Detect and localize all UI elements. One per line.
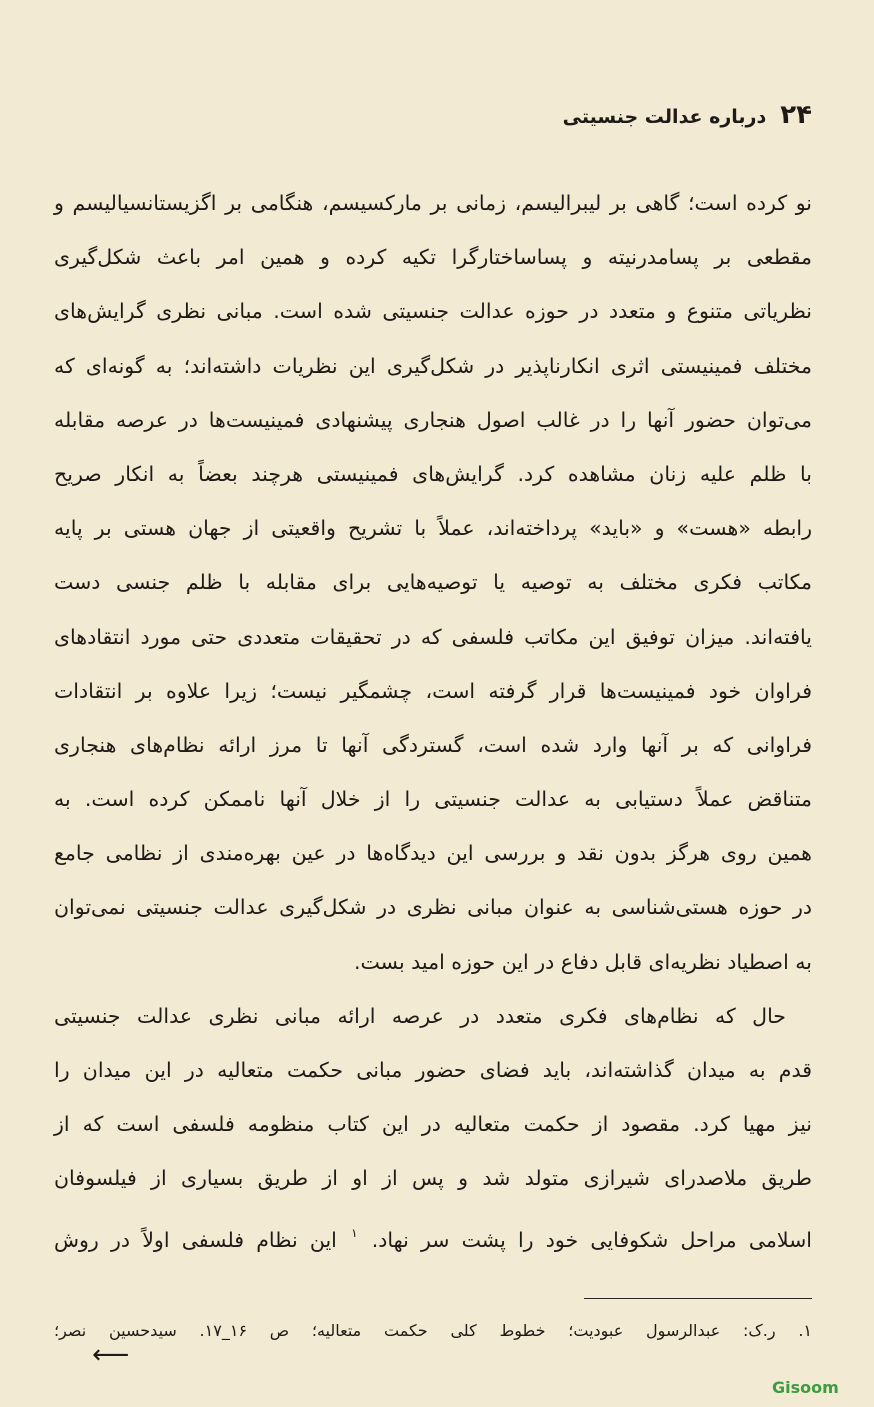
text-segment: اسلامی مراحل شکوفایی خود را پشت سر نهاد. (371, 1227, 812, 1252)
text-line: حال که نظام‌های فکری متعدد در عرصه ارائه مبانی نظری عدالت جنسیتی (54, 1003, 786, 1028)
text-line: نیز مهیا کرد. مقصود از حکمت متعالیه در این کتاب منظومه فلسفی است که از (54, 1112, 812, 1137)
footnote: ۱. ر.ک: عبدالرسول عبودیت؛ خطوط کلی حکمت متعالیه؛ ص ۱۶_۱۷. سیدحسین نصر؛ (54, 1321, 812, 1340)
text-line: می‌توان حضور آنها را در غالب اصول هنجاری پیشنهادی فمینیست‌ها در عرصه مقابله (54, 407, 812, 432)
continue-arrow-icon: ⟵ (92, 1340, 130, 1370)
page-number: ۲۴ (780, 100, 812, 130)
text-line: به اصطیاد نظریه‌ای قابل دفاع در این حوزه امید بست. (354, 949, 812, 974)
text-line: طریق ملاصدرای شیرازی متولد شد و پس از او از طریق بسیاری از فیلسوفان (54, 1166, 812, 1191)
text-line: فراوانی که بر آنها وارد شده است، گستردگی آنها تا مرز ارائه نظام‌های هنجاری (54, 732, 812, 757)
text-line: با ظلم علیه زنان مشاهده کرد. گرایش‌های فمینیستی هرچند بعضاً به انکار صریح (54, 461, 812, 486)
footnote-reference: ۱ (351, 1225, 358, 1240)
running-title: درباره عدالت جنسیتی (562, 106, 767, 128)
text-line: قدم به میدان گذاشته‌اند، باید فضای حضور مبانی حکمت متعالیه در این میدان را (54, 1058, 812, 1082)
watermark-logo: Gisoom (772, 1378, 839, 1397)
page-header (0, 100, 812, 130)
text-segment: این نظام فلسفی اولاً در روش (54, 1227, 337, 1252)
body-text (54, 176, 812, 1260)
text-line: مقطعی بر پسامدرنیته و پساساختارگرا تکیه کرده و همین امر باعث شکل‌گیری (54, 245, 812, 270)
text-line: نظریاتی متنوع و متعدد در حوزه عدالت جنسیتی شده است. مبانی نظری گرایش‌های (54, 299, 812, 324)
text-line: رابطه «هست» و «باید» پرداخته‌اند، عملاً با تشریح واقعیتی از جهان هستی بر پایه (54, 516, 812, 541)
text-line: مختلف فمینیستی اثری انکارناپذیر در شکل‌گیری این نظریات داشته‌اند؛ به گونه‌ای که (54, 353, 812, 378)
footnote-divider (584, 1298, 812, 1299)
text-line: در حوزه هستی‌شناسی به عنوان مبانی نظری در شکل‌گیری عدالت جنسیتی نمی‌توان (54, 895, 812, 920)
text-line: همین روی هرگز بدون نقد و بررسی این دیدگاه‌ها در عین بهره‌مندی از نظامی جامع (54, 841, 812, 866)
text-line: فراوان خود فمینیست‌ها قرار گرفته است، چشمگیر نیست؛ زیرا علاوه بر انتقادات (54, 678, 812, 703)
text-line: نو کرده است؛ گاهی بر لیبرالیسم، زمانی بر مارکسیسم، هنگامی بر اگزیستانسیالیسم و (54, 191, 812, 215)
text-line: یافته‌اند. میزان توفیق این مکاتب فلسفی که در تحقیقات متعددی حتی مورد انتقادهای (54, 624, 812, 649)
text-line: مکاتب فکری مختلف به توصیه یا توصیه‌هایی برای مقابله با ظلم جنسی دست (54, 570, 812, 595)
text-line (54, 1206, 812, 1260)
text-line: متناقض عملاً دستیابی به عدالت جنسیتی را از خلال آنها ناممکن کرده است. به (54, 787, 812, 812)
